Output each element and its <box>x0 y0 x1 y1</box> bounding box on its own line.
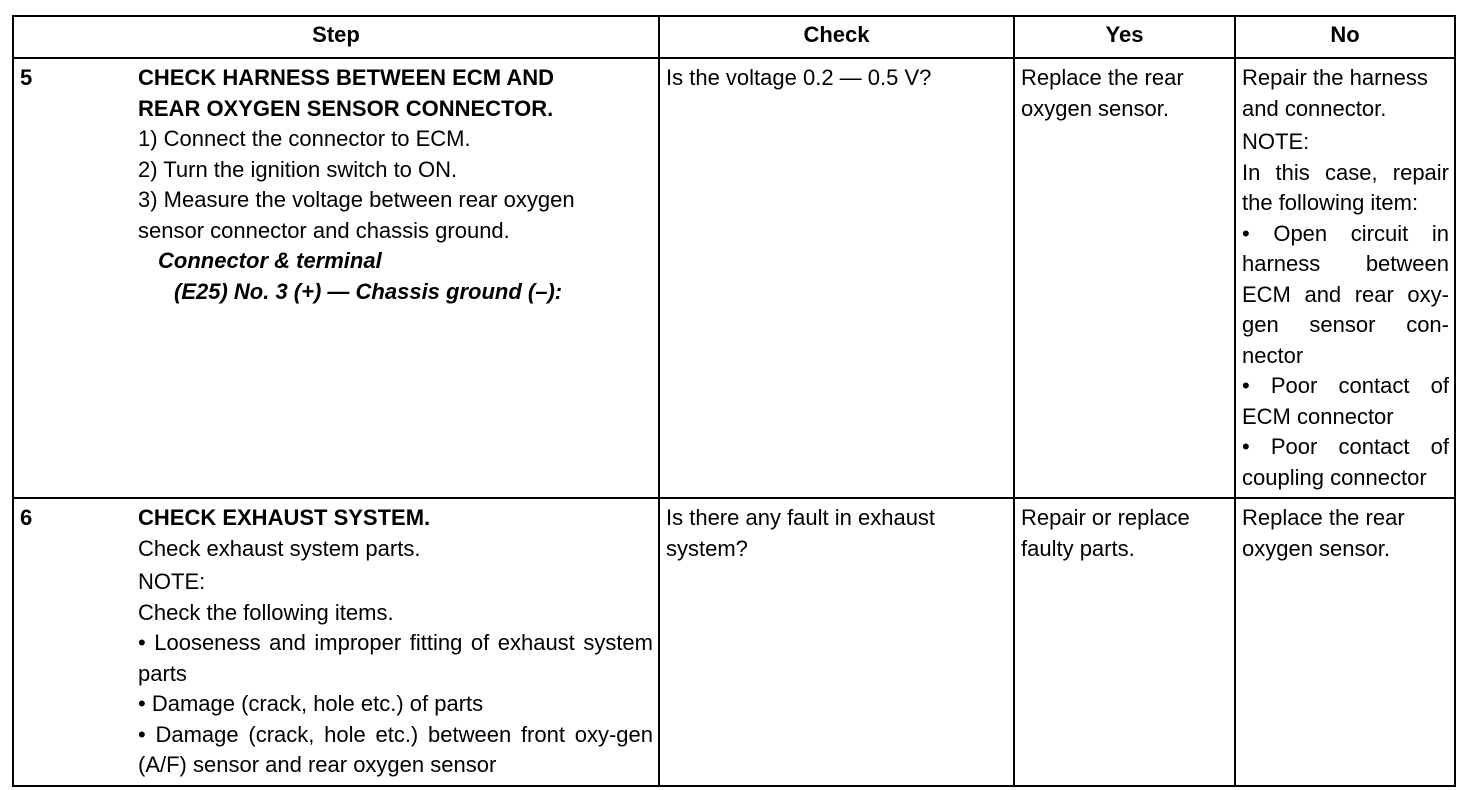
yes-cell: Replace the rear oxygen sensor. <box>1014 58 1235 498</box>
step-number: 5 <box>20 65 33 90</box>
check-cell: Is the voltage 0.2 — 0.5 V? <box>659 58 1014 498</box>
yes-cell: Repair or replace faulty parts. <box>1014 498 1235 786</box>
step-cell <box>13 58 659 498</box>
spec-label: Connector & terminal <box>158 248 382 273</box>
list-item: • Poor contact of ECM connector <box>1242 373 1449 429</box>
no-cell: Replace the rear oxygen sensor. <box>1235 498 1455 786</box>
list-item: • Damage (crack, hole etc.) of parts <box>138 691 484 716</box>
step-cell <box>13 498 659 786</box>
procedure-step: 3) Measure the voltage between rear oxygen <box>138 187 575 212</box>
no-action: Repair the harness and connector. <box>1242 65 1428 121</box>
note-label: NOTE: <box>1242 129 1310 154</box>
procedure-step-cont: sensor connector and chassis ground. <box>138 217 510 243</box>
note-label: NOTE: <box>138 569 206 594</box>
header-row <box>13 16 1455 58</box>
procedure-step: 2) Turn the ignition switch to ON. <box>138 156 458 182</box>
step-title: REAR OXYGEN SENSOR CONNECTOR. <box>138 95 554 121</box>
header-check: Check <box>659 16 1014 58</box>
list-item: • Poor contact of coupling connector <box>1242 434 1449 490</box>
list-item: • Looseness and improper fitting of exhaust system parts <box>138 630 653 686</box>
note-text: In this case, repair the following item: <box>1242 159 1449 215</box>
check-cell: Is there any fault in exhaust system? <box>659 498 1014 786</box>
step-title: CHECK EXHAUST SYSTEM. <box>138 505 431 530</box>
note-text: Check the following items. <box>138 599 394 625</box>
step-title: CHECK HARNESS BETWEEN ECM AND <box>138 65 554 90</box>
list-item: • Open circuit in harness between ECM and rear oxy-gen sensor con-nector <box>1242 220 1449 368</box>
header-no: No <box>1235 16 1455 58</box>
step-number: 6 <box>20 505 33 530</box>
header-step: Step <box>13 16 659 58</box>
diagnostic-table <box>12 15 1456 787</box>
table-row <box>13 58 1455 498</box>
table-row <box>13 498 1455 786</box>
procedure-step: 1) Connect the connector to ECM. <box>138 126 471 151</box>
spec-terminal: (E25) No. 3 (+) — Chassis ground (–): <box>174 278 563 304</box>
no-cell <box>1235 58 1455 498</box>
list-item: • Damage (crack, hole etc.) between front oxy-gen (A/F) sensor and rear oxygen sensor <box>138 721 653 777</box>
step-text: Check exhaust system parts. <box>138 535 421 561</box>
header-yes: Yes <box>1014 16 1235 58</box>
